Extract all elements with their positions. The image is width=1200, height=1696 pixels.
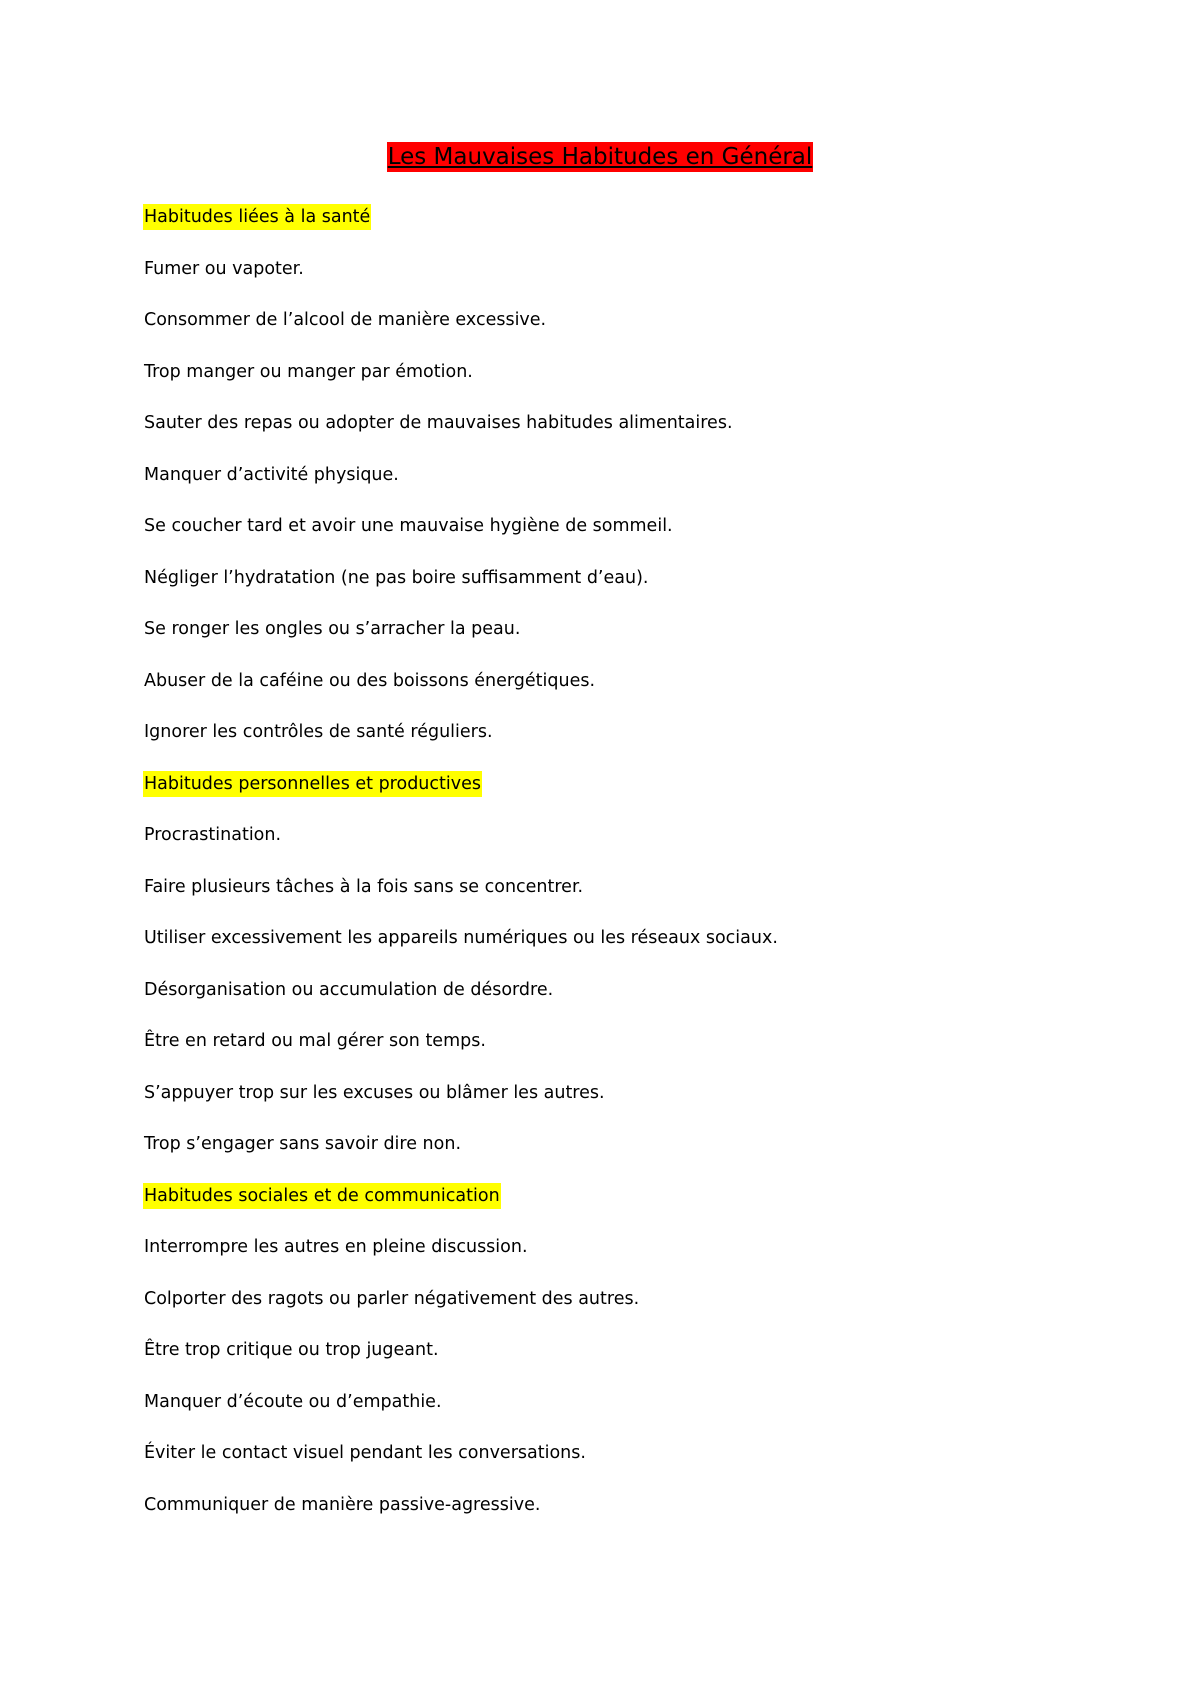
list-item xyxy=(143,616,1103,668)
list-item-text: Trop s’engager sans savoir dire non. xyxy=(144,1134,462,1154)
list-item-text: Colporter des ragots ou parler négativement des autres. xyxy=(144,1288,640,1309)
list-item-text: Éviter le contact visuel pendant les conversations. xyxy=(144,1443,586,1463)
section-heading-text: Habitudes liées à la santé xyxy=(143,204,371,230)
list-item xyxy=(143,925,1103,977)
list-item-text: Négliger l’hydratation (ne pas boire suffisamment d’eau). xyxy=(144,567,649,588)
list-item xyxy=(143,1492,1103,1544)
document-body xyxy=(143,204,1103,1543)
list-item-text: S’appuyer trop sur les excuses ou blâmer les autres. xyxy=(144,1082,605,1103)
list-item-text: Interrompre les autres en pleine discussion. xyxy=(144,1237,528,1257)
list-item-text: Se coucher tard et avoir une mauvaise hygiène de sommeil. xyxy=(144,516,673,536)
list-item-text: Fumer ou vapoter. xyxy=(144,258,304,279)
list-item-text: Sauter des repas ou adopter de mauvaises habitudes alimentaires. xyxy=(144,413,733,433)
section-heading-text: Habitudes sociales et de communication xyxy=(143,1183,501,1209)
section-heading xyxy=(143,771,1103,823)
list-item-text: Consommer de l’alcool de manière excessive. xyxy=(144,310,547,330)
list-item xyxy=(143,1337,1103,1389)
list-item xyxy=(143,359,1103,411)
list-item-text: Procrastination. xyxy=(144,825,282,845)
list-item xyxy=(143,1234,1103,1286)
list-item-text: Communiquer de manière passive-agressive. xyxy=(144,1494,541,1515)
section-heading xyxy=(143,204,1103,256)
list-item-text: Être en retard ou mal gérer son temps. xyxy=(144,1031,486,1051)
list-item xyxy=(143,719,1103,771)
list-item-text: Manquer d’écoute ou d’empathie. xyxy=(144,1391,442,1412)
list-item xyxy=(143,977,1103,1029)
list-item xyxy=(143,256,1103,308)
list-item xyxy=(143,1440,1103,1492)
list-item-text: Manquer d’activité physique. xyxy=(144,464,399,485)
list-item-text: Abuser de la caféine ou des boissons énergétiques. xyxy=(144,670,596,691)
list-item-text: Être trop critique ou trop jugeant. xyxy=(144,1340,439,1360)
title-container xyxy=(0,142,1200,172)
section-heading xyxy=(143,1183,1103,1235)
section-heading-text: Habitudes personnelles et productives xyxy=(143,771,482,797)
list-item-text: Désorganisation ou accumulation de désordre. xyxy=(144,979,554,1000)
list-item xyxy=(143,462,1103,514)
list-item xyxy=(143,1028,1103,1080)
list-item xyxy=(143,1389,1103,1441)
list-item-text: Faire plusieurs tâches à la fois sans se concentrer. xyxy=(144,876,584,897)
list-item xyxy=(143,668,1103,720)
list-item xyxy=(143,410,1103,462)
list-item xyxy=(143,307,1103,359)
list-item-text: Utiliser excessivement les appareils numériques ou les réseaux sociaux. xyxy=(144,928,778,948)
list-item xyxy=(143,1131,1103,1183)
document-title: Les Mauvaises Habitudes en Général xyxy=(387,144,813,170)
list-item xyxy=(143,565,1103,617)
list-item xyxy=(143,822,1103,874)
list-item-text: Ignorer les contrôles de santé réguliers. xyxy=(144,722,493,742)
list-item xyxy=(143,1080,1103,1132)
list-item xyxy=(143,1286,1103,1338)
list-item-text: Se ronger les ongles ou s’arracher la peau. xyxy=(144,619,521,639)
list-item xyxy=(143,513,1103,565)
list-item xyxy=(143,874,1103,926)
list-item-text: Trop manger ou manger par émotion. xyxy=(144,361,473,382)
